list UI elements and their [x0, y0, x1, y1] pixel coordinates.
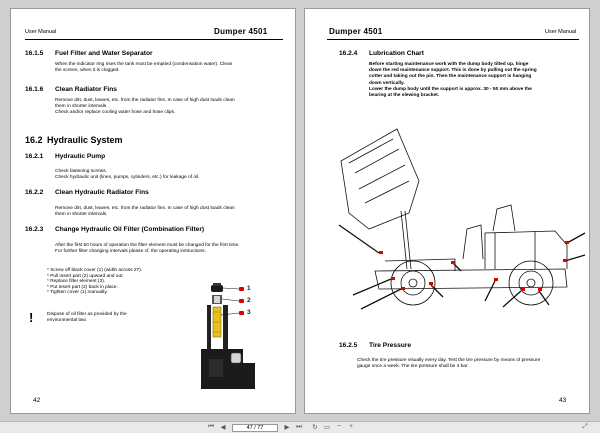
- section-heading-16-2-2: 16.2.2 Clean Hydraulic Radiator Fins: [25, 189, 149, 196]
- rotate-icon[interactable]: ↻: [312, 424, 318, 431]
- next-page-icon[interactable]: ▶: [284, 424, 290, 431]
- list-item: * Screw off black cover (1) (width across 27).: [47, 268, 142, 274]
- section-text-16-2-5: Check the tire pressure visually every day. Test the tire pressure by means of pressure gauge once a week. The tire pressure shall be 4 bar.: [357, 358, 541, 370]
- section-heading-16-2-1: 16.2.1 Hydraulic Pump: [25, 153, 106, 160]
- header-manual-label: User Manual: [25, 29, 57, 35]
- last-page-icon[interactable]: ⏭: [296, 423, 302, 430]
- section-heading-16-2: 16.2 Hydraulic System: [25, 135, 123, 145]
- disposal-note: Dispose of oil filter as provided by the environmental law.: [47, 312, 127, 324]
- section-text-16-1-6: Remove dirt, dust, leaves, etc. from the radiator fins. In case of high dust loads clean them in shorter intervals. Check and/or replace cooling water hose and hose clips.: [55, 98, 235, 116]
- fullscreen-icon[interactable]: ⤢: [582, 423, 588, 430]
- header-model-title: Dumper 4501: [214, 27, 268, 36]
- zoom-in-icon[interactable]: +: [349, 423, 353, 430]
- prev-page-icon[interactable]: ◀: [220, 424, 226, 431]
- list-item: * Pull insert part (2) upward and out.: [47, 274, 142, 280]
- list-item: * Replace filter element (3).: [47, 279, 142, 285]
- section-text-16-1-5: When the indicator ring rises the tank must be emptied (condensation water). Clean the screen, when it is clogged.: [55, 62, 233, 74]
- right-page: [304, 8, 590, 414]
- section-text-16-2-3: After the first 50 hours of operation the filter element must be changed for the first time. For further filter changing intervals please cf. the operating instructions.: [55, 243, 240, 255]
- section-heading-16-1-5: 16.1.5 Fuel Filter and Water Separator: [25, 50, 153, 57]
- section-heading-16-1-6: 16.1.6 Clean Radiator Fins: [25, 86, 117, 93]
- callout-3: 3: [247, 309, 251, 316]
- filter-steps-list: [47, 268, 142, 296]
- zoom-out-icon[interactable]: −: [337, 423, 341, 430]
- callout-1: 1: [247, 285, 251, 292]
- header-divider: [25, 39, 283, 40]
- page-number: 43: [559, 397, 567, 404]
- callout-2-marker: [239, 299, 244, 303]
- list-item: * Tighten cover (1) manually.: [47, 290, 142, 296]
- section-text-16-2-4: Before starting maintenance work with the dump body tilted up, hinge down the red maintenance support. This is done by pulling out the spring cotter and taking out the pin. Then the maintenance support is hanging down vertically. Lower the dump body until the support is approx. 30 - 50 mm above the bearing at the slewing bracket.: [369, 62, 537, 99]
- first-page-icon[interactable]: ⏮: [208, 423, 214, 430]
- header-manual-label: User Manual: [545, 29, 577, 35]
- page-number-input[interactable]: 47 / 77: [232, 424, 278, 432]
- section-heading-16-2-3: 16.2.3 Change Hydraulic Oil Filter (Combination Filter): [25, 226, 205, 233]
- list-item: * Put insert part (2) back in place.: [47, 285, 142, 291]
- left-page: [10, 8, 296, 414]
- fit-page-icon[interactable]: ▭: [323, 424, 331, 431]
- page-number: 42: [33, 397, 41, 404]
- section-heading-16-2-5: 16.2.5 Tire Pressure: [339, 342, 412, 349]
- warning-icon: !: [29, 310, 34, 325]
- section-text-16-2-1: Check fastening screws. Check hydraulic unit (lines, pumps, cylinders, etc.) for leakage of oil.: [55, 169, 200, 181]
- section-text-16-2-2: Remove dirt, dust, leaves, etc. from the radiator fins. In case of high dust loads clean them in shorter intervals.: [55, 206, 235, 218]
- viewer-toolbar: [0, 421, 600, 433]
- header-divider: [327, 39, 579, 40]
- dumper-lubrication-drawing: [335, 121, 590, 311]
- section-heading-16-2-4: 16.2.4 Lubrication Chart: [339, 50, 424, 57]
- callout-1-marker: [239, 287, 244, 291]
- callout-2: 2: [247, 297, 251, 304]
- header-model-title: Dumper 4501: [329, 27, 383, 36]
- callout-3-marker: [239, 311, 244, 315]
